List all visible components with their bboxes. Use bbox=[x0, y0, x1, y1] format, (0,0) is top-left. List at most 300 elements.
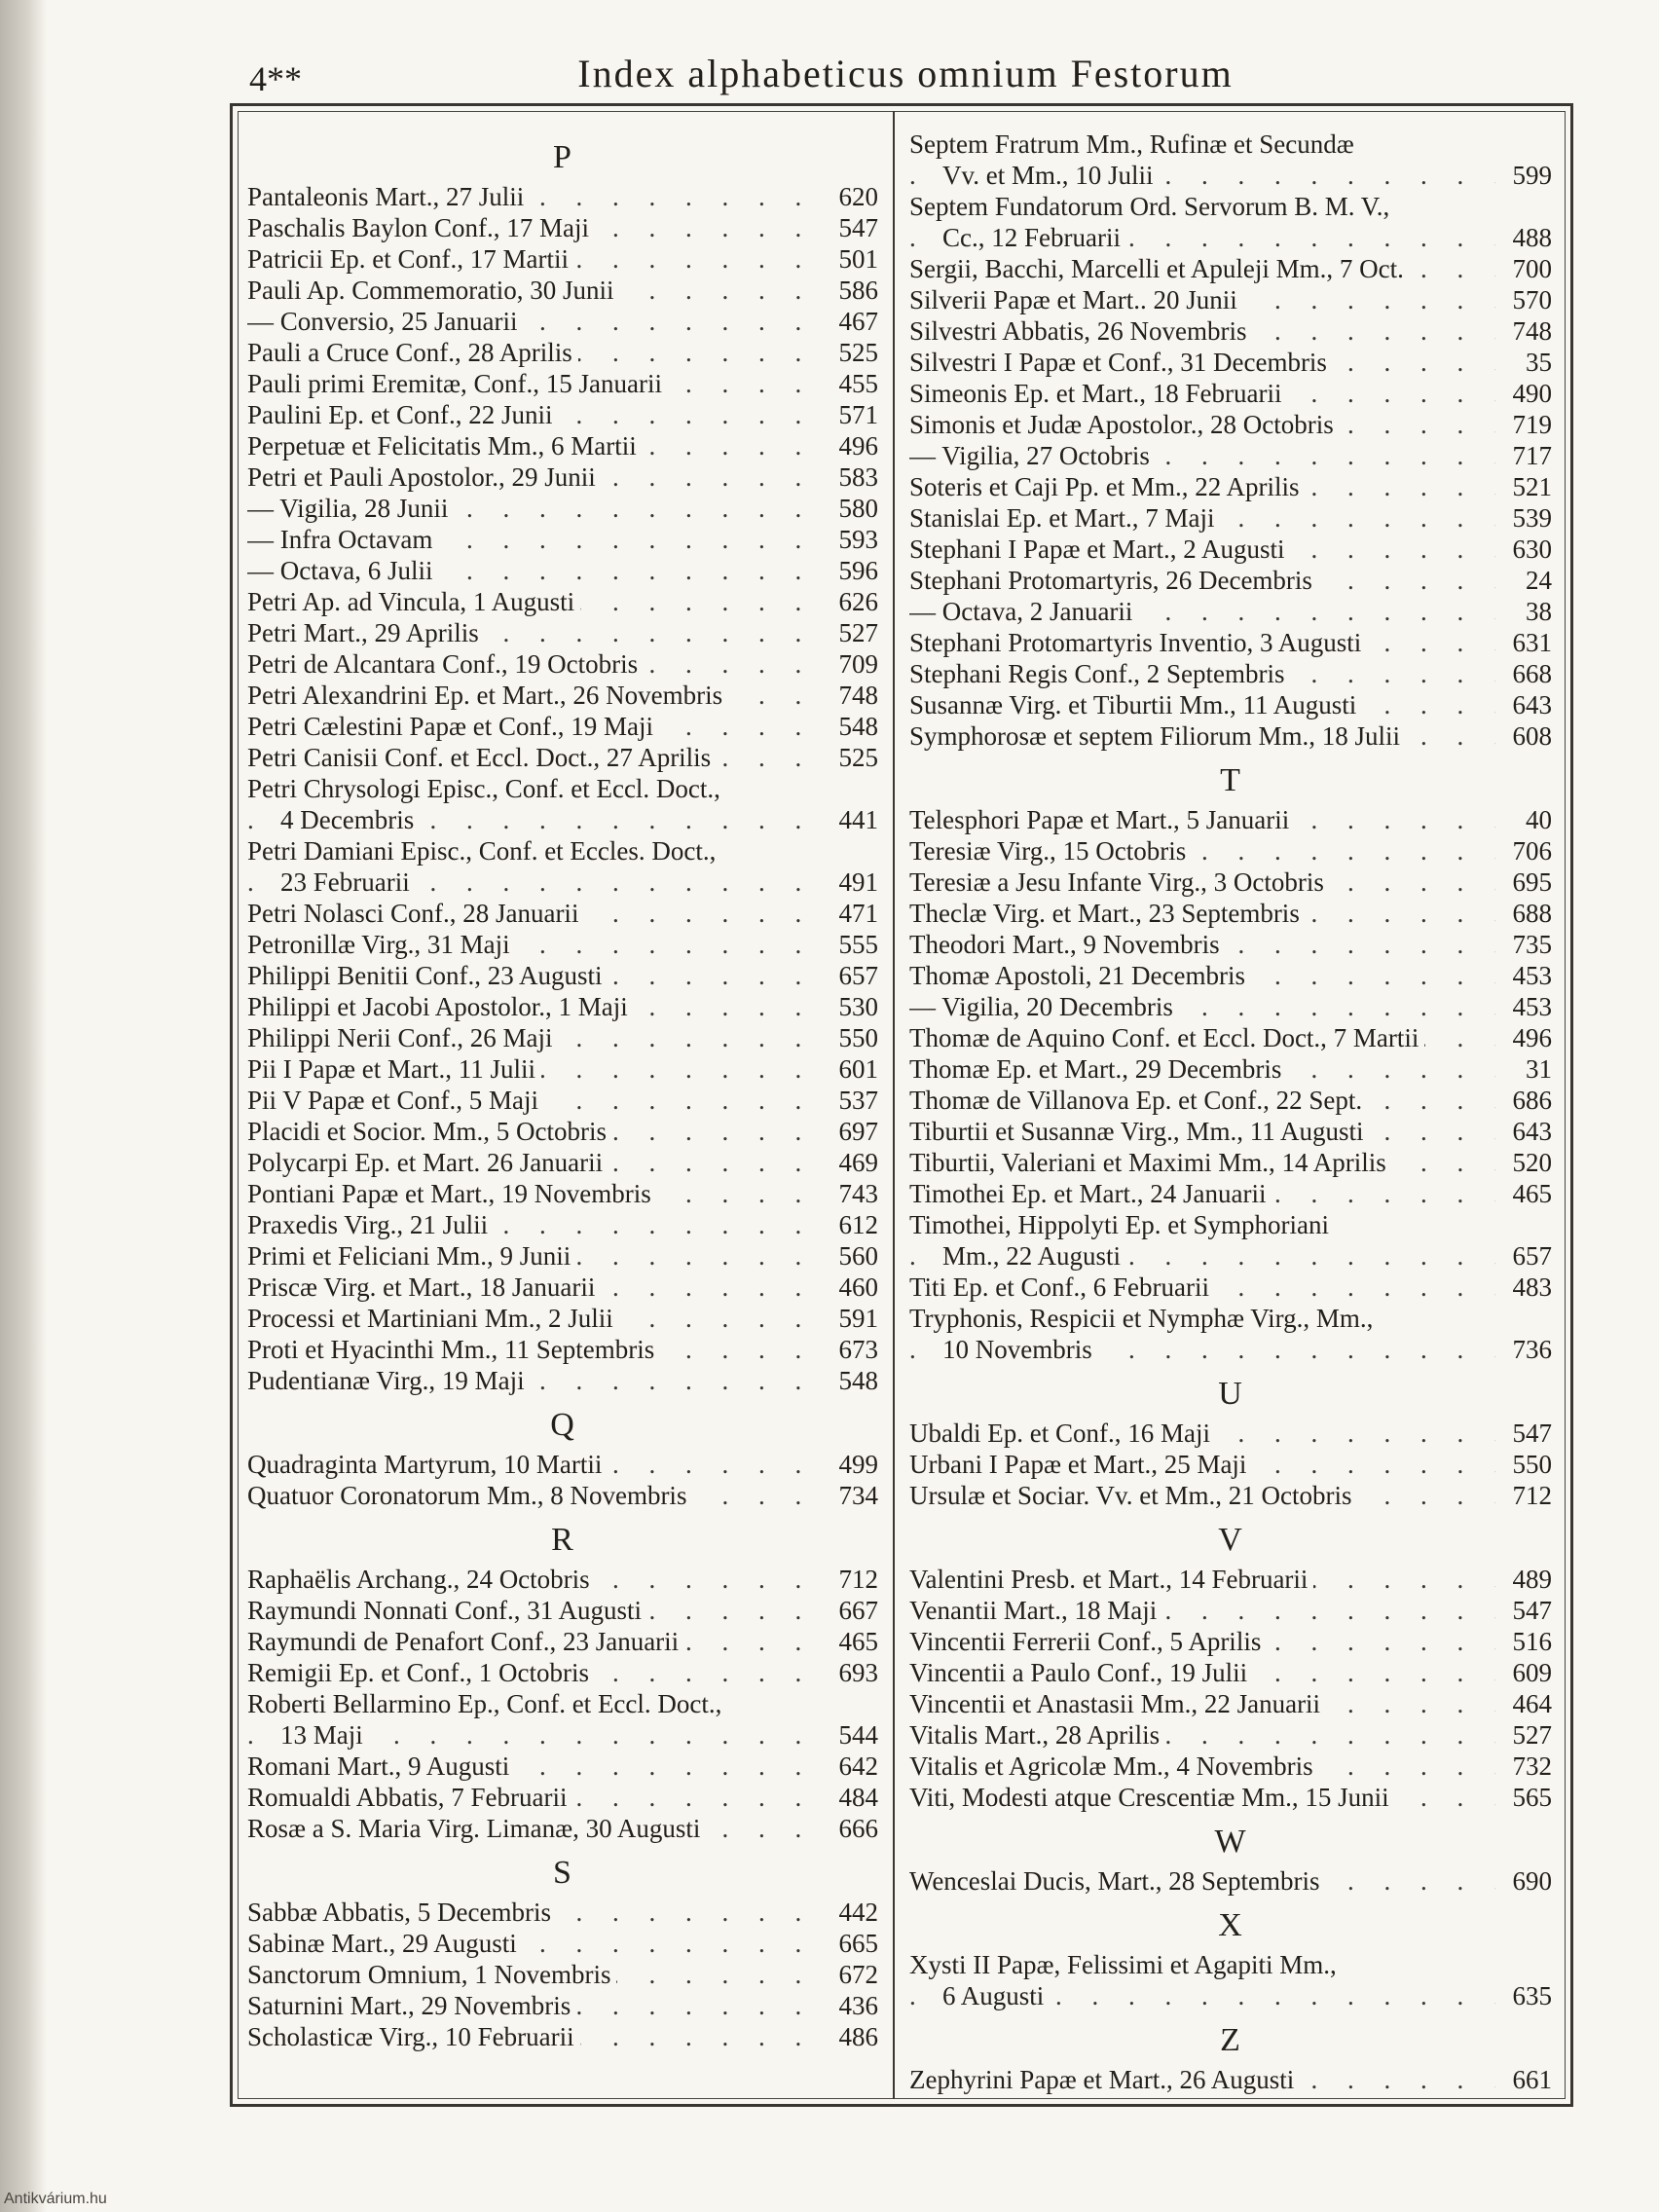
entry-page-number: 525 bbox=[824, 337, 878, 368]
entry-text: Urbani I Papæ et Mart., 25 Maji bbox=[909, 1450, 1252, 1479]
index-entry bbox=[909, 1564, 1552, 1595]
index-entry bbox=[247, 2021, 878, 2052]
index-entry bbox=[909, 689, 1552, 720]
entry-page-number: 580 bbox=[824, 493, 878, 524]
entry-text: Pauli Ap. Commemoratio, 30 Junii bbox=[247, 276, 620, 305]
entry-text: Roberti Bellarmino Ep., Conf. et Eccl. Doct., bbox=[247, 1689, 722, 1718]
entry-text: Perpetuæ et Felicitatis Mm., 6 Martii bbox=[247, 431, 643, 461]
index-entry bbox=[247, 991, 878, 1022]
index-entry bbox=[909, 1272, 1552, 1303]
section-letter: V bbox=[1218, 1522, 1243, 1558]
entry-page-number: 657 bbox=[1497, 1240, 1552, 1272]
index-entry bbox=[909, 835, 1552, 866]
entry-text: Silvestri I Papæ et Conf., 31 Decembris bbox=[909, 348, 1333, 377]
index-entry bbox=[909, 315, 1552, 347]
entry-page-number: 643 bbox=[1497, 689, 1552, 720]
section-letter: T bbox=[1220, 762, 1241, 798]
entry-page-number: 690 bbox=[1497, 1865, 1552, 1897]
index-entry bbox=[909, 1418, 1552, 1449]
entry-page-number: 642 bbox=[824, 1751, 878, 1782]
index-entry bbox=[909, 1053, 1552, 1085]
entry-page-number: 657 bbox=[824, 960, 878, 991]
index-entry bbox=[247, 555, 878, 586]
entry-page-number: 442 bbox=[824, 1897, 878, 1928]
entry-text: Paulini Ep. et Conf., 22 Junii bbox=[247, 400, 559, 429]
index-entry bbox=[247, 835, 878, 898]
watermark: Antikvárium.hu bbox=[4, 2191, 107, 2207]
index-entry bbox=[909, 720, 1552, 752]
index-entry bbox=[909, 1751, 1552, 1782]
entry-text: — Infra Octavam bbox=[247, 525, 438, 554]
entry-continuation: Vv. et Mm., 10 Julii bbox=[942, 161, 1160, 190]
entry-text: Placidi et Socior. Mm., 5 Octobris bbox=[247, 1117, 612, 1146]
entry-text: — Conversio, 25 Januarii bbox=[247, 307, 523, 336]
entry-text: Philippi Benitii Conf., 23 Augusti bbox=[247, 961, 608, 990]
entry-text: Sergii, Bacchi, Marcelli et Apuleji Mm., 7 Oct. bbox=[909, 254, 1410, 283]
index-entry bbox=[909, 1209, 1552, 1272]
section-letter: R bbox=[551, 1522, 574, 1558]
entry-page-number: 736 bbox=[1497, 1334, 1552, 1365]
index-entry bbox=[247, 1147, 878, 1178]
index-entry bbox=[909, 1657, 1552, 1688]
entry-text: Zephyrini Papæ et Mart., 26 Augusti bbox=[909, 2065, 1300, 2094]
index-entry bbox=[909, 929, 1552, 960]
entry-page-number: 609 bbox=[1497, 1657, 1552, 1688]
index-entry bbox=[247, 275, 878, 306]
entry-page-number: 571 bbox=[824, 399, 878, 430]
entry-page-number: 520 bbox=[1497, 1147, 1552, 1178]
entry-text: Septem Fundatorum Ord. Servorum B. M. V., bbox=[909, 192, 1390, 221]
index-entry bbox=[247, 1564, 878, 1595]
index-entry bbox=[909, 627, 1552, 658]
page-shadow-edge bbox=[0, 0, 47, 2212]
entry-text: Tryphonis, Respicii et Nymphæ Virg., Mm., bbox=[909, 1304, 1374, 1333]
entry-page-number: 31 bbox=[1497, 1053, 1552, 1085]
entry-page-number: 469 bbox=[824, 1147, 878, 1178]
index-entry bbox=[909, 253, 1552, 284]
entry-text: Petri Nolasci Conf., 28 Januarii bbox=[247, 899, 584, 928]
entry-page-number: 719 bbox=[1497, 409, 1552, 440]
entry-page-number: 501 bbox=[824, 243, 878, 275]
entry-text: Petri et Pauli Apostolor., 29 Junii bbox=[247, 462, 602, 492]
entry-text: Sabbæ Abbatis, 5 Decembris bbox=[247, 1898, 557, 1927]
entry-text: Wenceslai Ducis, Mart., 28 Septembris bbox=[909, 1866, 1325, 1896]
entry-text: Philippi et Jacobi Apostolor., 1 Maji bbox=[247, 992, 634, 1021]
index-entry bbox=[247, 1990, 878, 2021]
entry-text: Rosæ a S. Maria Virg. Limanæ, 30 Augusti bbox=[247, 1814, 706, 1843]
entry-text: Pii V Papæ et Conf., 5 Maji bbox=[247, 1086, 544, 1115]
index-entry bbox=[247, 337, 878, 368]
index-entry bbox=[247, 1480, 878, 1511]
index-entry bbox=[909, 1178, 1552, 1209]
index-entry bbox=[909, 991, 1552, 1022]
entry-text: Pauli primi Eremitæ, Conf., 15 Januarii bbox=[247, 369, 668, 398]
entry-text: Teresiæ Virg., 15 Octobris bbox=[909, 836, 1192, 866]
index-entry bbox=[247, 1657, 878, 1688]
entry-text: Vitalis Mart., 28 Aprilis bbox=[909, 1720, 1165, 1750]
entry-text: Quadraginta Martyrum, 10 Martii bbox=[247, 1450, 608, 1479]
index-entry bbox=[247, 1449, 878, 1480]
entry-page-number: 635 bbox=[1497, 1980, 1552, 2011]
entry-page-number: 441 bbox=[824, 804, 878, 835]
index-entry bbox=[247, 1209, 878, 1240]
entry-text: — Octava, 6 Julii bbox=[247, 556, 438, 585]
entry-page-number: 525 bbox=[824, 742, 878, 773]
entry-page-number: 550 bbox=[1497, 1449, 1552, 1480]
entry-page-number: 530 bbox=[824, 991, 878, 1022]
entry-page-number: 35 bbox=[1497, 347, 1552, 378]
index-entry bbox=[909, 471, 1552, 502]
entry-text: Petri Ap. ad Vincula, 1 Augusti bbox=[247, 587, 580, 616]
entry-text: Romani Mart., 9 Augusti bbox=[247, 1751, 515, 1781]
entry-continuation: Mm., 22 Augusti bbox=[942, 1241, 1126, 1271]
section-letter: S bbox=[553, 1855, 572, 1891]
entry-text: Pontiani Papæ et Mart., 19 Novembris bbox=[247, 1179, 657, 1208]
right-column bbox=[909, 129, 1552, 2095]
index-entry bbox=[247, 399, 878, 430]
section-letter: Z bbox=[1220, 2022, 1241, 2058]
entry-page-number: 465 bbox=[1497, 1178, 1552, 1209]
entry-page-number: 548 bbox=[824, 711, 878, 742]
entry-page-number: 496 bbox=[824, 430, 878, 461]
column-divider bbox=[893, 111, 895, 2099]
entry-continuation: 13 Maji bbox=[280, 1720, 369, 1750]
index-entry bbox=[909, 1480, 1552, 1511]
entry-text: Titi Ep. et Conf., 6 Februarii bbox=[909, 1272, 1215, 1302]
entry-page-number: 521 bbox=[1497, 471, 1552, 502]
entry-page-number: 453 bbox=[1497, 991, 1552, 1022]
entry-text: Quatuor Coronatorum Mm., 8 Novembris bbox=[247, 1481, 692, 1510]
entry-text: Timothei Ep. et Mart., 24 Januarii bbox=[909, 1179, 1272, 1208]
entry-text: Pantaleonis Mart., 27 Julii bbox=[247, 182, 530, 211]
index-entry bbox=[247, 586, 878, 617]
entry-text: Raymundi de Penafort Conf., 23 Januarii bbox=[247, 1627, 684, 1656]
entry-page-number: 601 bbox=[824, 1053, 878, 1085]
entry-text: Scholasticæ Virg., 10 Februarii bbox=[247, 2022, 580, 2051]
entry-page-number: 570 bbox=[1497, 284, 1552, 315]
index-entry bbox=[909, 596, 1552, 627]
entry-text: Primi et Feliciani Mm., 9 Junii bbox=[247, 1241, 576, 1271]
index-entry bbox=[247, 430, 878, 461]
entry-text: Petri Damiani Episc., Conf. et Eccles. Doct., bbox=[247, 836, 717, 866]
entry-page-number: 666 bbox=[824, 1813, 878, 1844]
index-entry bbox=[909, 866, 1552, 898]
entry-page-number: 596 bbox=[824, 555, 878, 586]
entry-page-number: 537 bbox=[824, 1085, 878, 1116]
entry-text: Thomæ Ep. et Mart., 29 Decembris bbox=[909, 1054, 1287, 1084]
entry-text: Stephani Protomartyris Inventio, 3 Augusti bbox=[909, 628, 1367, 657]
entry-text: Ursulæ et Sociar. Vv. et Mm., 21 Octobris bbox=[909, 1481, 1357, 1510]
section-letter: U bbox=[1218, 1376, 1243, 1412]
index-entry bbox=[247, 1085, 878, 1116]
index-entry bbox=[247, 680, 878, 711]
section-letter: W bbox=[1214, 1824, 1247, 1860]
index-entry bbox=[909, 409, 1552, 440]
index-entry bbox=[247, 493, 878, 524]
entry-page-number: 643 bbox=[1497, 1116, 1552, 1147]
entry-text: — Octava, 2 Januarii bbox=[909, 597, 1138, 626]
entry-text: — Vigilia, 20 Decembris bbox=[909, 992, 1179, 1021]
entry-text: Polycarpi Ep. et Mart. 26 Januarii bbox=[247, 1148, 608, 1177]
index-entry bbox=[247, 929, 878, 960]
entry-text: Theodori Mart., 9 Novembris bbox=[909, 930, 1226, 959]
entry-text: Simeonis Ep. et Mart., 18 Februarii bbox=[909, 379, 1287, 408]
index-entry bbox=[247, 461, 878, 493]
entry-page-number: 709 bbox=[824, 648, 878, 680]
entry-page-number: 735 bbox=[1497, 929, 1552, 960]
entry-text: — Vigilia, 27 Octobris bbox=[909, 441, 1156, 470]
entry-text: Timothei, Hippolyti Ep. et Symphoriani bbox=[909, 1210, 1330, 1239]
index-entry bbox=[909, 378, 1552, 409]
entry-text: Petri Canisii Conf. et Eccl. Doct., 27 Aprilis bbox=[247, 743, 717, 772]
index-entry bbox=[247, 1897, 878, 1928]
entry-page-number: 734 bbox=[824, 1480, 878, 1511]
entry-page-number: 599 bbox=[1497, 160, 1552, 191]
entry-text: Petronillæ Virg., 31 Maji bbox=[247, 930, 516, 959]
entry-page-number: 555 bbox=[824, 929, 878, 960]
index-entry bbox=[909, 1782, 1552, 1813]
index-entry bbox=[247, 1272, 878, 1303]
entry-page-number: 548 bbox=[824, 1365, 878, 1396]
section-letter: X bbox=[1218, 1907, 1243, 1943]
entry-page-number: 712 bbox=[824, 1564, 878, 1595]
index-entry bbox=[909, 1303, 1552, 1365]
index-entry bbox=[909, 1449, 1552, 1480]
section-letter: P bbox=[553, 139, 572, 175]
entry-text: Viti, Modesti atque Crescentiæ Mm., 15 Junii bbox=[909, 1783, 1395, 1812]
index-entry bbox=[909, 1085, 1552, 1116]
entry-page-number: 465 bbox=[824, 1626, 878, 1657]
entry-text: Thomæ de Aquino Conf. et Eccl. Doct., 7 Martii bbox=[909, 1023, 1424, 1052]
index-entry bbox=[247, 773, 878, 835]
entry-text: Stanislai Ep. et Mart., 7 Maji bbox=[909, 503, 1220, 533]
index-entry bbox=[247, 181, 878, 212]
index-entry bbox=[909, 658, 1552, 689]
entry-text: Teresiæ a Jesu Infante Virg., 3 Octobris bbox=[909, 867, 1330, 897]
entry-text: Raymundi Nonnati Conf., 31 Augusti bbox=[247, 1596, 647, 1625]
entry-page-number: 631 bbox=[1497, 627, 1552, 658]
entry-page-number: 453 bbox=[1497, 960, 1552, 991]
entry-continuation: 23 Februarii bbox=[280, 867, 416, 897]
entry-text: Septem Fratrum Mm., Rufinæ et Secundæ bbox=[909, 129, 1354, 159]
entry-text: Petri Alexandrini Ep. et Mart., 26 Novembris bbox=[247, 681, 728, 710]
index-entry bbox=[909, 347, 1552, 378]
entry-page-number: 565 bbox=[1497, 1782, 1552, 1813]
entry-page-number: 484 bbox=[824, 1782, 878, 1813]
entry-page-number: 489 bbox=[1497, 1564, 1552, 1595]
entry-page-number: 688 bbox=[1497, 898, 1552, 929]
entry-page-number: 436 bbox=[824, 1990, 878, 2021]
entry-page-number: 748 bbox=[824, 680, 878, 711]
entry-page-number: 40 bbox=[1497, 804, 1552, 835]
entry-page-number: 697 bbox=[824, 1116, 878, 1147]
entry-text: Silverii Papæ et Mart.. 20 Junii bbox=[909, 285, 1243, 314]
entry-text: Xysti II Papæ, Felissimi et Agapiti Mm., bbox=[909, 1950, 1337, 1979]
entry-page-number: 24 bbox=[1497, 565, 1552, 596]
entry-text: Vincentii a Paulo Conf., 19 Julii bbox=[909, 1658, 1253, 1687]
entry-page-number: 464 bbox=[1497, 1688, 1552, 1719]
entry-text: Paschalis Baylon Conf., 17 Maji bbox=[247, 213, 595, 242]
index-entry bbox=[247, 212, 878, 243]
entry-page-number: 488 bbox=[1497, 222, 1552, 253]
entry-page-number: 673 bbox=[824, 1334, 878, 1365]
index-entry bbox=[909, 1688, 1552, 1719]
entry-text: Processi et Martiniani Mm., 2 Julii bbox=[247, 1304, 619, 1333]
entry-page-number: 612 bbox=[824, 1209, 878, 1240]
entry-page-number: 547 bbox=[1497, 1418, 1552, 1449]
entry-text: Petri de Alcantara Conf., 19 Octobris bbox=[247, 649, 644, 679]
entry-page-number: 467 bbox=[824, 306, 878, 337]
entry-text: Praxedis Virg., 21 Julii bbox=[247, 1210, 494, 1239]
entry-page-number: 455 bbox=[824, 368, 878, 399]
entry-page-number: 496 bbox=[1497, 1022, 1552, 1053]
entry-text: Pauli a Cruce Conf., 28 Aprilis bbox=[247, 338, 578, 367]
entry-page-number: 620 bbox=[824, 181, 878, 212]
index-entry bbox=[247, 1928, 878, 1959]
index-entry bbox=[247, 960, 878, 991]
entry-page-number: 695 bbox=[1497, 866, 1552, 898]
entry-text: Petri Mart., 29 Aprilis bbox=[247, 618, 485, 647]
index-entry bbox=[247, 1240, 878, 1272]
entry-page-number: 586 bbox=[824, 275, 878, 306]
entry-text: Susannæ Virg. et Tiburtii Mm., 11 Augusti bbox=[909, 690, 1362, 719]
index-entry bbox=[247, 648, 878, 680]
entry-page-number: 486 bbox=[824, 2021, 878, 2052]
entry-page-number: 544 bbox=[824, 1719, 878, 1751]
entry-page-number: 712 bbox=[1497, 1480, 1552, 1511]
index-entry bbox=[247, 368, 878, 399]
entry-page-number: 550 bbox=[824, 1022, 878, 1053]
index-entry bbox=[909, 1949, 1552, 2011]
index-entry bbox=[909, 534, 1552, 565]
entry-page-number: 527 bbox=[1497, 1719, 1552, 1751]
index-entry bbox=[247, 1053, 878, 1085]
entry-continuation: 6 Augusti bbox=[942, 1981, 1050, 2010]
entry-page-number: 38 bbox=[1497, 596, 1552, 627]
section-letter: Q bbox=[550, 1407, 575, 1443]
index-entry bbox=[247, 1688, 878, 1751]
entry-text: Romualdi Abbatis, 7 Februarii bbox=[247, 1783, 572, 1812]
entry-page-number: 471 bbox=[824, 898, 878, 929]
entry-text: Venantii Mart., 18 Maji bbox=[909, 1596, 1162, 1625]
entry-page-number: 686 bbox=[1497, 1085, 1552, 1116]
entry-page-number: 539 bbox=[1497, 502, 1552, 534]
entry-page-number: 483 bbox=[1497, 1272, 1552, 1303]
entry-text: Sabinæ Mart., 29 Augusti bbox=[247, 1929, 523, 1958]
entry-page-number: 499 bbox=[824, 1449, 878, 1480]
index-entry bbox=[247, 1116, 878, 1147]
entry-text: Thomæ Apostoli, 21 Decembris bbox=[909, 961, 1251, 990]
index-entry bbox=[909, 191, 1552, 253]
index-entry bbox=[247, 617, 878, 648]
entry-page-number: 661 bbox=[1497, 2064, 1552, 2095]
entry-text: Simonis et Judæ Apostolor., 28 Octobris bbox=[909, 410, 1340, 439]
entry-text: Petri Cælestini Papæ et Conf., 19 Maji bbox=[247, 712, 659, 741]
entry-continuation: 4 Decembris bbox=[280, 805, 420, 834]
entry-text: Theclæ Virg. et Mart., 23 Septembris bbox=[909, 899, 1306, 928]
entry-page-number: 626 bbox=[824, 586, 878, 617]
page-number: 4** bbox=[249, 59, 302, 98]
index-entry bbox=[247, 1303, 878, 1334]
index-entry bbox=[247, 1595, 878, 1626]
index-entry bbox=[247, 243, 878, 275]
entry-text: Patricii Ep. et Conf., 17 Martii bbox=[247, 244, 574, 274]
index-entry bbox=[247, 1365, 878, 1396]
index-entry bbox=[247, 1626, 878, 1657]
index-entry bbox=[909, 129, 1552, 191]
entry-page-number: 672 bbox=[824, 1959, 878, 1990]
entry-text: Stephani Regis Conf., 2 Septembris bbox=[909, 659, 1290, 688]
index-entry bbox=[909, 1595, 1552, 1626]
index-entry bbox=[909, 502, 1552, 534]
entry-page-number: 700 bbox=[1497, 253, 1552, 284]
left-column bbox=[247, 129, 878, 2052]
entry-page-number: 630 bbox=[1497, 534, 1552, 565]
index-entry bbox=[247, 1813, 878, 1844]
entry-continuation: Cc., 12 Februarii bbox=[942, 223, 1126, 252]
entry-page-number: 717 bbox=[1497, 440, 1552, 471]
entry-text: Proti et Hyacinthi Mm., 11 Septembris bbox=[247, 1335, 660, 1364]
entry-text: Silvestri Abbatis, 26 Novembris bbox=[909, 316, 1253, 346]
page-title: Index alphabeticus omnium Festorum bbox=[577, 52, 1234, 95]
entry-text: Raphaëlis Archang., 24 Octobris bbox=[247, 1565, 596, 1594]
index-entry bbox=[247, 898, 878, 929]
entry-text: Pudentianæ Virg., 19 Maji bbox=[247, 1366, 531, 1395]
index-entry bbox=[247, 1751, 878, 1782]
entry-page-number: 608 bbox=[1497, 720, 1552, 752]
index-entry bbox=[247, 1022, 878, 1053]
entry-text: Stephani I Papæ et Mart., 2 Augusti bbox=[909, 535, 1290, 564]
entry-text: Petri Chrysologi Episc., Conf. et Eccl. Doct., bbox=[247, 774, 720, 803]
entry-text: Sanctorum Omnium, 1 Novembris bbox=[247, 1960, 616, 1989]
entry-text: Remigii Ep. et Conf., 1 Octobris bbox=[247, 1658, 595, 1687]
entry-text: Priscæ Virg. et Mart., 18 Januarii bbox=[247, 1272, 601, 1302]
index-entry bbox=[247, 711, 878, 742]
index-entry bbox=[909, 1865, 1552, 1897]
entry-page-number: 527 bbox=[824, 617, 878, 648]
entry-text: Vincentii Ferrerii Conf., 5 Aprilis bbox=[909, 1627, 1267, 1656]
entry-text: Tiburtii, Valeriani et Maximi Mm., 14 Aprilis bbox=[909, 1148, 1392, 1177]
index-entry bbox=[909, 1719, 1552, 1751]
index-entry bbox=[247, 524, 878, 555]
entry-text: Telesphori Papæ et Mart., 5 Januarii bbox=[909, 805, 1295, 834]
entry-page-number: 668 bbox=[1497, 658, 1552, 689]
entry-page-number: 516 bbox=[1497, 1626, 1552, 1657]
entry-page-number: 547 bbox=[1497, 1595, 1552, 1626]
entry-text: — Vigilia, 28 Junii bbox=[247, 494, 454, 523]
index-entry bbox=[247, 1782, 878, 1813]
index-entry bbox=[909, 565, 1552, 596]
index-entry bbox=[909, 898, 1552, 929]
entry-text: Tiburtii et Susannæ Virg., Mm., 11 Augusti bbox=[909, 1117, 1369, 1146]
entry-page-number: 748 bbox=[1497, 315, 1552, 347]
index-entry bbox=[247, 742, 878, 773]
entry-page-number: 583 bbox=[824, 461, 878, 493]
entry-text: Stephani Protomartyris, 26 Decembris bbox=[909, 566, 1318, 595]
entry-page-number: 667 bbox=[824, 1595, 878, 1626]
index-entry bbox=[909, 960, 1552, 991]
index-entry bbox=[247, 1334, 878, 1365]
index-entry bbox=[909, 1626, 1552, 1657]
index-entry bbox=[909, 440, 1552, 471]
entry-text: Philippi Nerii Conf., 26 Maji bbox=[247, 1023, 559, 1052]
entry-text: Thomæ de Villanova Ep. et Conf., 22 Sept. bbox=[909, 1086, 1368, 1115]
entry-page-number: 591 bbox=[824, 1303, 878, 1334]
entry-text: Saturnini Mart., 29 Novembris bbox=[247, 1991, 576, 2020]
entry-page-number: 460 bbox=[824, 1272, 878, 1303]
entry-page-number: 732 bbox=[1497, 1751, 1552, 1782]
index-entry bbox=[909, 804, 1552, 835]
